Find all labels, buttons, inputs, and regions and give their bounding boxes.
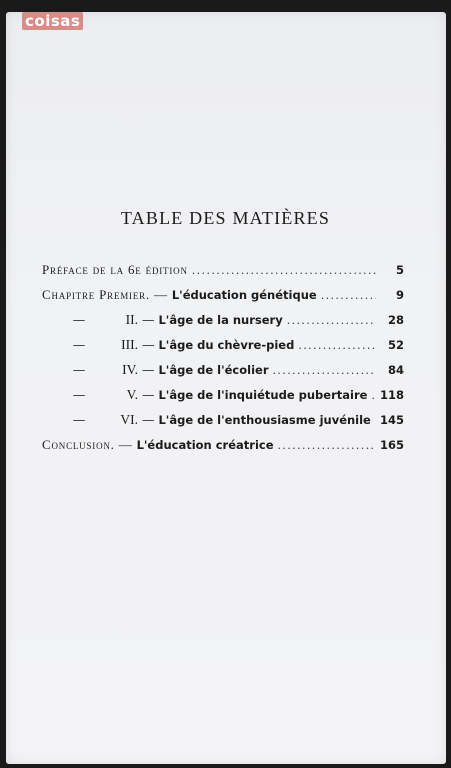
toc-page-number: 165 (379, 438, 404, 452)
toc-topic: L'âge de l'enthousiasme juvénile (158, 413, 371, 427)
toc-topic: L'âge de la nursery (158, 313, 283, 327)
toc-page-number: 28 (387, 313, 404, 327)
toc-label: Conclusion. — (42, 437, 133, 452)
toc-label: Préface de la 6e édition (42, 262, 188, 277)
toc-page-number: 52 (387, 338, 404, 352)
toc-roman-numeral: III. (121, 337, 138, 352)
toc-entry-chapter-1 (42, 287, 404, 307)
toc-roman-numeral: IV. (122, 362, 138, 377)
watermark-logo: coisas (22, 12, 83, 30)
dot-leader (192, 264, 376, 277)
toc-separator: — (142, 412, 155, 427)
toc-topic: L'âge du chèvre-pied (158, 338, 295, 352)
toc-roman-numeral: V. (126, 387, 138, 402)
toc-topic: L'éducation génétique (171, 288, 317, 302)
toc-dash: — (72, 387, 86, 402)
toc-separator: — (142, 362, 155, 377)
dot-leader (273, 364, 377, 377)
toc-label: Chapitre Premier. — (42, 287, 168, 302)
toc-page-number: 84 (387, 363, 404, 377)
toc-entry-chapter-2 (42, 312, 404, 332)
toc-entry-chapter-6 (42, 412, 404, 432)
toc-dash: — (72, 312, 86, 327)
toc-roman-numeral: VI. (120, 412, 138, 427)
toc-topic: L'éducation créatrice (136, 438, 274, 452)
toc-roman-numeral: II. (125, 312, 138, 327)
dot-leader (298, 339, 376, 352)
toc-page-number: 9 (395, 288, 404, 302)
toc-dash: — (72, 337, 86, 352)
toc-dash: — (72, 412, 86, 427)
toc-page-number: 145 (379, 413, 404, 427)
toc-topic: L'âge de l'inquiétude pubertaire (158, 388, 368, 402)
toc-entry-chapter-4 (42, 362, 404, 382)
toc-separator: — (142, 312, 155, 327)
dot-leader (371, 389, 376, 402)
toc-dash: — (72, 362, 86, 377)
dot-leader (321, 289, 376, 302)
page-title: TABLE DES MATIÈRES (120, 208, 331, 228)
toc-entry-chapter-3 (42, 337, 404, 357)
toc-page-number: 5 (395, 263, 404, 277)
dot-leader (278, 439, 376, 452)
dot-leader (287, 314, 376, 327)
toc-separator: — (142, 387, 155, 402)
toc-page-number: 118 (379, 388, 404, 402)
toc-separator: — (142, 337, 155, 352)
dot-leader (375, 414, 376, 427)
toc-entry-chapter-5 (42, 387, 404, 407)
toc-entry-conclusion (42, 437, 404, 457)
toc-entry-preface (42, 262, 404, 282)
toc-topic: L'âge de l'écolier (158, 363, 269, 377)
